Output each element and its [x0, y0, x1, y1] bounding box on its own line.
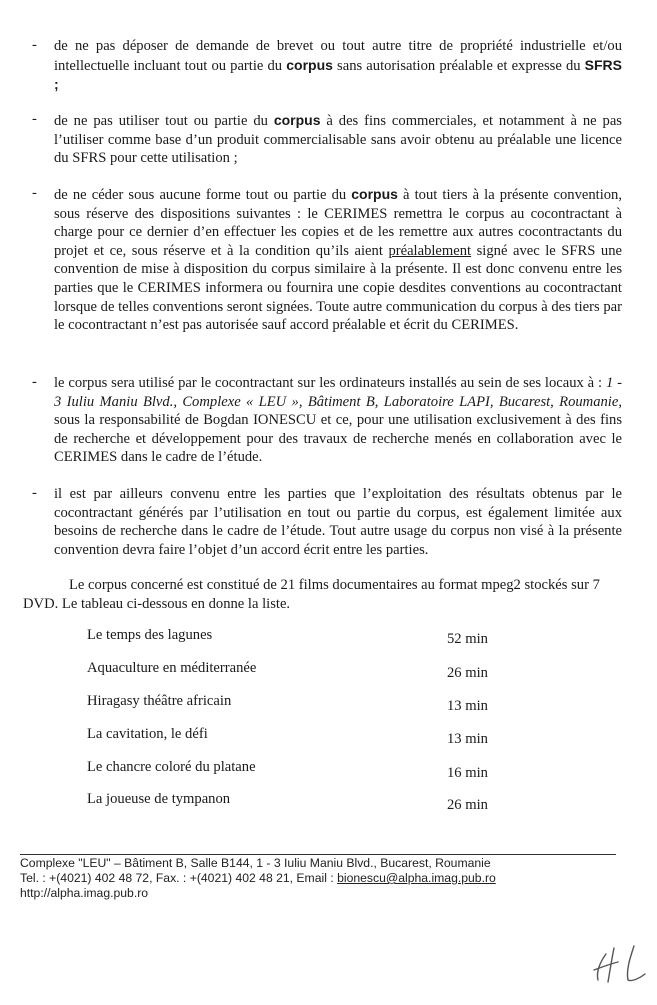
clause-text: à des fins commerciales, et notamment à ne pas l’utiliser comme base d’un produit commercialisable sans avoir obtenu au préalable une licence du SFRS pour cette utilisation ;	[54, 113, 622, 167]
clause-text: de ne pas utiliser tout ou partie du	[54, 113, 274, 129]
clause-text: le corpus sera utilisé par le cocontractant sur les ordinateurs installés au sein de ses locaux à :	[54, 375, 606, 391]
clause-text: sans autorisation préalable et expresse du	[332, 57, 585, 74]
clause-text: à tout tiers à la présente convention, sous réserve des dispositions suivantes : le CERIMES remettra le corpus au cocontractant à charge pour ce dernier d’en effectuer les copies et de les remettre aux autres cocontractants du projet et ce, sous réserve et à la condition qu’ils aient	[54, 187, 623, 259]
clause-text: de ne pas déposer de demande de brevet ou tout autre titre de propriété industrielle et/ou intellectuelle incluant tout ou partie du	[54, 38, 622, 74]
clause-results-exploitation	[54, 485, 622, 559]
film-duration: 26 min	[447, 665, 488, 681]
footer-email-link[interactable]: bionescu@alpha.imag.pub.ro	[337, 871, 496, 885]
footer-divider	[20, 854, 616, 855]
footer-website-link[interactable]: http://alpha.imag.pub.ro	[20, 886, 149, 900]
film-title: La joueuse de tympanon	[87, 791, 231, 807]
bullet-dash: -	[32, 37, 37, 53]
table-row	[0, 726, 657, 746]
film-duration: 52 min	[447, 631, 488, 647]
footer-phone-fax: Tel. : +(4021) 402 48 72, Fax. : +(4021) 402 48 21, Email :	[20, 871, 338, 885]
table-row	[0, 693, 657, 713]
clause-text: signé avec le SFRS une convention de mise à disposition du corpus similaire à la présente. Il est donc convenu entre les parties que le CERIMES informera ou fournira une copie desdites conventions au cocontractant lorsque de telles conventions seront signées. Toute autre communication du corpus à des tiers par le cocontractant n’est pas autorisée sauf accord préalable et écrit du CERIMES.	[54, 242, 622, 334]
clause-text: 1 - 3 Iuliu Maniu Blvd., Complexe « LEU », Bâtiment B, Laboratoire LAPI, Bucarest, Roumanie	[54, 375, 622, 410]
bullet-dash: -	[32, 374, 37, 390]
clause-text: corpus	[351, 186, 398, 202]
film-duration: 13 min	[447, 698, 488, 714]
film-duration: 13 min	[447, 731, 488, 747]
clause-no-patent	[54, 37, 622, 95]
clause-usage-location	[54, 374, 622, 467]
bullet-dash: -	[32, 111, 37, 127]
bullet-dash: -	[32, 485, 37, 501]
table-row	[0, 791, 657, 811]
clause-text: , sous la responsabilité de Bogdan IONESCU et ce, pour une utilisation exclusivement à des fins de recherche et développement pour des travaux de recherche menés en collaboration avec le CERIMES dans le cadre de l’étude.	[54, 393, 622, 466]
table-row	[0, 627, 657, 647]
clause-text: corpus	[273, 112, 321, 128]
footer-address: Complexe "LEU" – Bâtiment B, Salle B144, 1 - 3 Iuliu Maniu Blvd., Bucarest, Roumanie	[20, 856, 491, 870]
clause-text: corpus	[286, 56, 333, 73]
footer-contact	[20, 871, 496, 885]
clause-no-commercial-use	[54, 111, 622, 168]
table-row	[0, 759, 657, 779]
film-duration: 26 min	[447, 797, 488, 813]
bullet-dash: -	[32, 185, 37, 201]
film-title: Aquaculture en méditerranée	[87, 660, 257, 676]
clause-no-transfer	[54, 185, 622, 335]
film-title: La cavitation, le défi	[87, 726, 208, 742]
film-title: Hiragasy théâtre africain	[87, 693, 232, 709]
clause-text: préalablement	[388, 242, 472, 259]
film-duration: 16 min	[447, 765, 488, 781]
clause-text: de ne céder sous aucune forme tout ou partie du	[54, 187, 352, 203]
table-row	[0, 660, 657, 680]
film-title: Le chancre coloré du platane	[87, 759, 256, 775]
clause-text: SFRS ;	[54, 56, 623, 93]
film-title: Le temps des lagunes	[87, 627, 213, 643]
handwritten-initials-signature	[588, 940, 648, 988]
clause-text: il est par ailleurs convenu entre les parties que l’exploitation des résultats obtenus par le cocontractant générés par l’utilisation en tout ou partie du corpus, est également limitée aux besoins de recherche dans le cadre de l’étude. Tout autre usage du corpus non visé à la présente convention devra faire l’objet d’un accord écrit entre les parties.	[54, 486, 622, 558]
corpus-intro: Le corpus concerné est constitué de 21 films documentaires au format mpeg2 stockés sur 7 DVD. Le tableau ci-dessous en donne la liste.	[23, 577, 600, 612]
